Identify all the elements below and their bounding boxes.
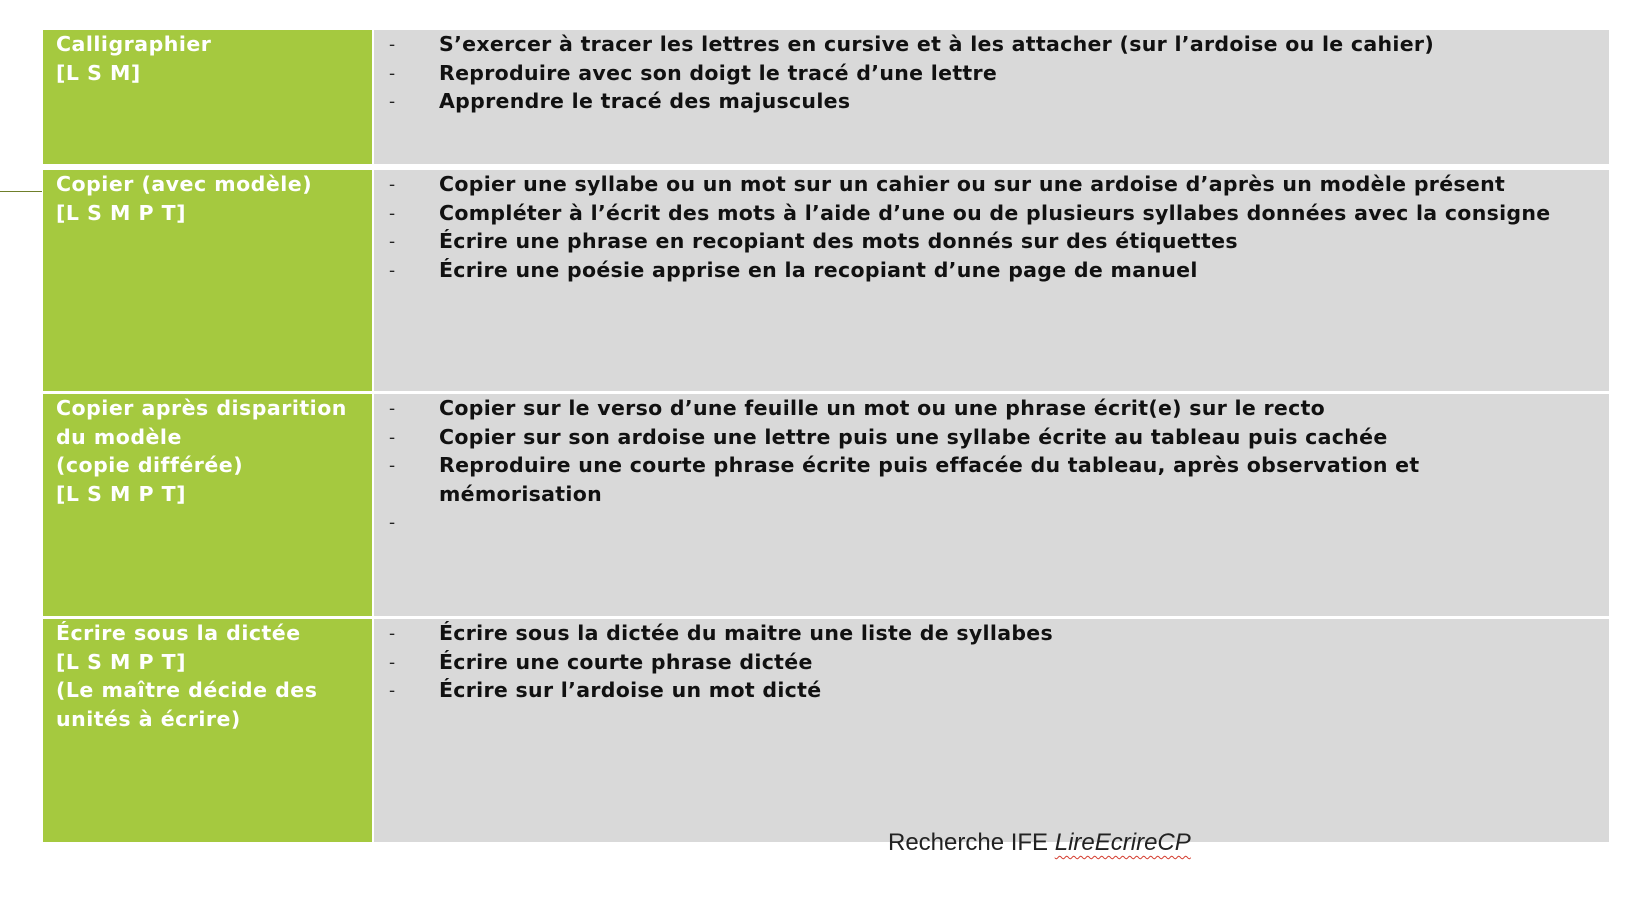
row-heading-cell	[43, 619, 372, 842]
list-item	[374, 648, 1609, 677]
row-heading-cell	[43, 394, 372, 616]
list-item-text: Apprendre le tracé des majuscules	[439, 89, 851, 113]
bullet-dash: -	[389, 427, 396, 448]
table-row	[43, 619, 1609, 842]
row-heading-line: (copie différée)	[56, 453, 244, 477]
bullet-dash: -	[389, 652, 396, 673]
table-row	[43, 30, 1609, 164]
row-heading-line: [L S M P T]	[56, 200, 187, 225]
list-item	[374, 227, 1609, 256]
row-items-cell	[374, 170, 1609, 391]
row-heading-line: Copier après disparition	[56, 396, 347, 420]
row-items-cell	[374, 30, 1609, 164]
margin-tick-line	[0, 191, 42, 192]
row-heading-line: Calligraphier	[56, 32, 212, 56]
list-item-text: Copier sur le verso d’une feuille un mot ou une phrase écrit(e) sur le recto	[439, 396, 1326, 420]
bullet-dash: -	[389, 399, 396, 419]
list-item-text: S’exercer à tracer les lettres en cursive et à les attacher (sur l’ardoise ou le cahier)	[439, 32, 1434, 56]
activities-table	[43, 30, 1609, 892]
bullet-dash: -	[389, 681, 396, 701]
bullet-list	[374, 619, 1609, 705]
row-items-cell	[374, 619, 1609, 842]
bullet-dash: -	[389, 63, 396, 84]
bullet-list	[374, 170, 1609, 284]
list-item	[374, 508, 1609, 537]
bullet-list	[374, 30, 1609, 116]
row-heading-line: Copier (avec modèle)	[56, 172, 313, 196]
row-heading-line: [L S M P T]	[56, 649, 187, 674]
list-item	[374, 676, 1609, 705]
row-heading-cell	[43, 30, 372, 164]
list-item-text: Écrire une phrase en recopiant des mots donnés sur des étiquettes	[439, 229, 1238, 253]
row-heading-line: unités à écrire)	[56, 706, 241, 731]
list-item-text: Écrire sur l’ardoise un mot dicté	[439, 678, 822, 702]
bullet-dash: -	[389, 203, 396, 224]
row-heading-line: Écrire sous la dictée	[56, 621, 301, 645]
list-item	[374, 30, 1609, 59]
list-item	[374, 59, 1609, 88]
list-item	[374, 199, 1609, 228]
list-item	[374, 170, 1609, 199]
bullet-dash: -	[389, 456, 396, 476]
list-item-text: Copier sur son ardoise une lettre puis une syllabe écrite au tableau puis cachée	[439, 424, 1388, 449]
bullet-dash: -	[389, 92, 396, 112]
bullet-dash: -	[389, 624, 396, 644]
list-item	[374, 256, 1609, 285]
list-item	[374, 619, 1609, 648]
table-row	[43, 394, 1609, 616]
signature-prefix: Recherche IFE	[888, 829, 1055, 856]
list-item	[374, 87, 1609, 116]
row-heading-line: (Le maître décide des	[56, 678, 318, 702]
list-item	[374, 451, 1609, 508]
row-heading-line: [L S M P T]	[56, 481, 187, 506]
list-item	[374, 394, 1609, 423]
list-item-text: Écrire sous la dictée du maitre une liste de syllabes	[439, 621, 1054, 645]
list-item	[374, 423, 1609, 452]
list-item-text: Copier une syllabe ou un mot sur un cahier ou sur une ardoise d’après un modèle présent	[439, 172, 1506, 196]
list-item-text: Reproduire une courte phrase écrite puis effacée du tableau, après observation et mémorisation	[439, 453, 1420, 506]
signature-text	[888, 829, 1191, 857]
row-heading-cell	[43, 170, 372, 391]
list-item-text: Compléter à l’écrit des mots à l’aide d’une ou de plusieurs syllabes données avec la consigne	[439, 200, 1551, 225]
list-item-text: Reproduire avec son doigt le tracé d’une lettre	[439, 60, 998, 85]
bullet-dash: -	[389, 260, 396, 281]
bullet-dash: -	[389, 35, 396, 55]
bullet-dash: -	[389, 232, 396, 252]
row-heading-line: du modèle	[56, 424, 182, 449]
bullet-dash: -	[389, 175, 396, 195]
bullet-list	[374, 394, 1609, 537]
signature-project-name: LireEcrireCP	[1054, 829, 1191, 856]
list-item-text: Écrire une courte phrase dictée	[439, 649, 813, 674]
row-items-cell	[374, 394, 1609, 616]
list-item-text: Écrire une poésie apprise en la recopiant d’une page de manuel	[439, 257, 1198, 282]
row-heading-line: [L S M]	[56, 60, 141, 85]
bullet-dash: -	[389, 513, 396, 533]
table-row	[43, 170, 1609, 391]
